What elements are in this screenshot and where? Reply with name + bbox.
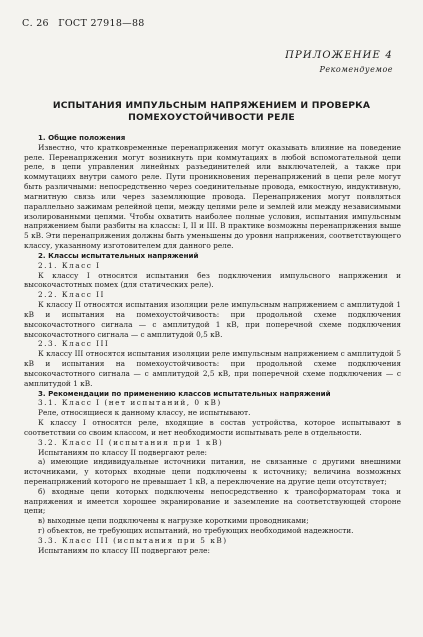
paragraph-rec-1b: К классу I относятся реле, входящие в состав устройства, которое испытывают в соответствии со своим классом, и нет необходимости испытывать реле в отдельности. [24,418,401,437]
standard-code: ГОСТ 27918—88 [58,18,145,29]
paragraph-class-2: К классу II относятся испытания изоляции реле импульсным напряжением с амплитудой 1 кВ и испытания на помехоустойчивость: при продольной схеме подключения высокочастотного сигнала — с амплитудой 1 кВ, при поперечной схеме подключения высокочастотного сигнала — с амплитудой 0,5 кВ. [24,300,401,339]
document-body [24,133,401,556]
paragraph-rec-3-intro: Испытаниям по классу III подвергают реле: [38,545,210,555]
subheading-class-2: 2.2. Класс II [38,290,105,300]
page-number: С. 26 [22,18,49,29]
paragraph-class-3: К классу III относятся испытания изоляции реле импульсным напряжением с амплитудой 5 кВ и испытания на помехоустойчивость: при продольной схеме подключения высокочастотного сигнала — с амплитудой 2,5 кВ, при поперечной схеме подключения — с амплитудой 1 кВ. [24,349,401,388]
paragraph-general: Известно, что кратковременные перенапряжения могут оказывать влияние на поведение реле. Перенапряжения могут возникнуть при коммутациях в любой вспомогательной цепи реле, в цепи управления линейных разъединителей или выключателей, а также при коммутациях внутри самого реле. Пути проникновения перенапряжений в цепи реле могут быть различными: непосредственно через соединительные провода, емкостную, индуктивную, магнитную связь или через заземляющие провода. Перенапряжения могут появляться параллельно зажимам релейной цепи, между цепями реле и землей или между независимыми изолированными цепями. Чтобы охватить наиболее полные условия, испытания импульсным напряжением были разбиты на классы: I, II и III. В практике возможны перенапряжения выше 5 кВ. Эти перенапряжения должны быть уменьшены до уровня напряжения, соответствующего классу, указанному изготовителем для данного реле. [24,142,401,251]
title-line-2: ПОМЕХОУСТОЙЧИВОСТИ РЕЛЕ [128,112,295,123]
subheading-class-3: 2.3. Класс III [38,339,110,349]
heading-recommendations: 3. Рекомендации по применению классов испытательных напряжений [38,388,331,398]
list-item-v: в) выходные цепи подключены к нагрузке короткими проводниками; [38,516,309,526]
subheading-rec-class-2: 3.2. Класс II (испытания при 1 кВ) [38,437,224,447]
subheading-class-1: 2.1. Класс I [38,260,101,270]
appendix-label [285,50,393,74]
list-item-a: а) имеющие индивидуальные источники питания, не связанные с другими внешними источниками, у которых входные цепи подключены к источнику; величина возможных перенапряжений которого не превышает 1 кВ, а переключение на другие цепи отсутствует; [24,457,401,486]
subheading-rec-class-1: 3.1. Класс I (нет испытаний, 0 кВ) [38,398,222,408]
paragraph-rec-1a: Реле, относящиеся к данному классу, не испытывают. [38,408,251,418]
subheading-rec-class-3: 3.3. Класс III (испытания при 5 кВ) [38,535,228,545]
heading-general: 1. Общие положения [38,133,126,142]
appendix-title: ПРИЛОЖЕНИЕ 4 [285,50,393,61]
section-title [24,100,399,124]
appendix-note: Рекомендуемое [319,65,393,74]
paragraph-rec-2-intro: Испытаниям по классу II подвергают реле: [38,447,208,457]
title-line-1: ИСПЫТАНИЯ ИМПУЛЬСНЫМ НАПРЯЖЕНИЕМ И ПРОВЕРКА [52,100,371,111]
paragraph-class-1: К классу I относятся испытания без подключения импульсного напряжения и высокочастотных помех (для статических реле). [24,270,401,290]
list-item-b: б) входные цепи которых подключены непосредственно к трансформаторам тока и напряжения и имеется хорошее экранирование и заземление на соответствующей стороне цепи; [24,486,401,516]
list-item-g: г) объектов, не требующих испытаний, но требующих необходимой надежности. [38,526,354,536]
page-header [22,18,151,29]
heading-classes: 2. Классы испытательных напряжений [38,250,199,260]
